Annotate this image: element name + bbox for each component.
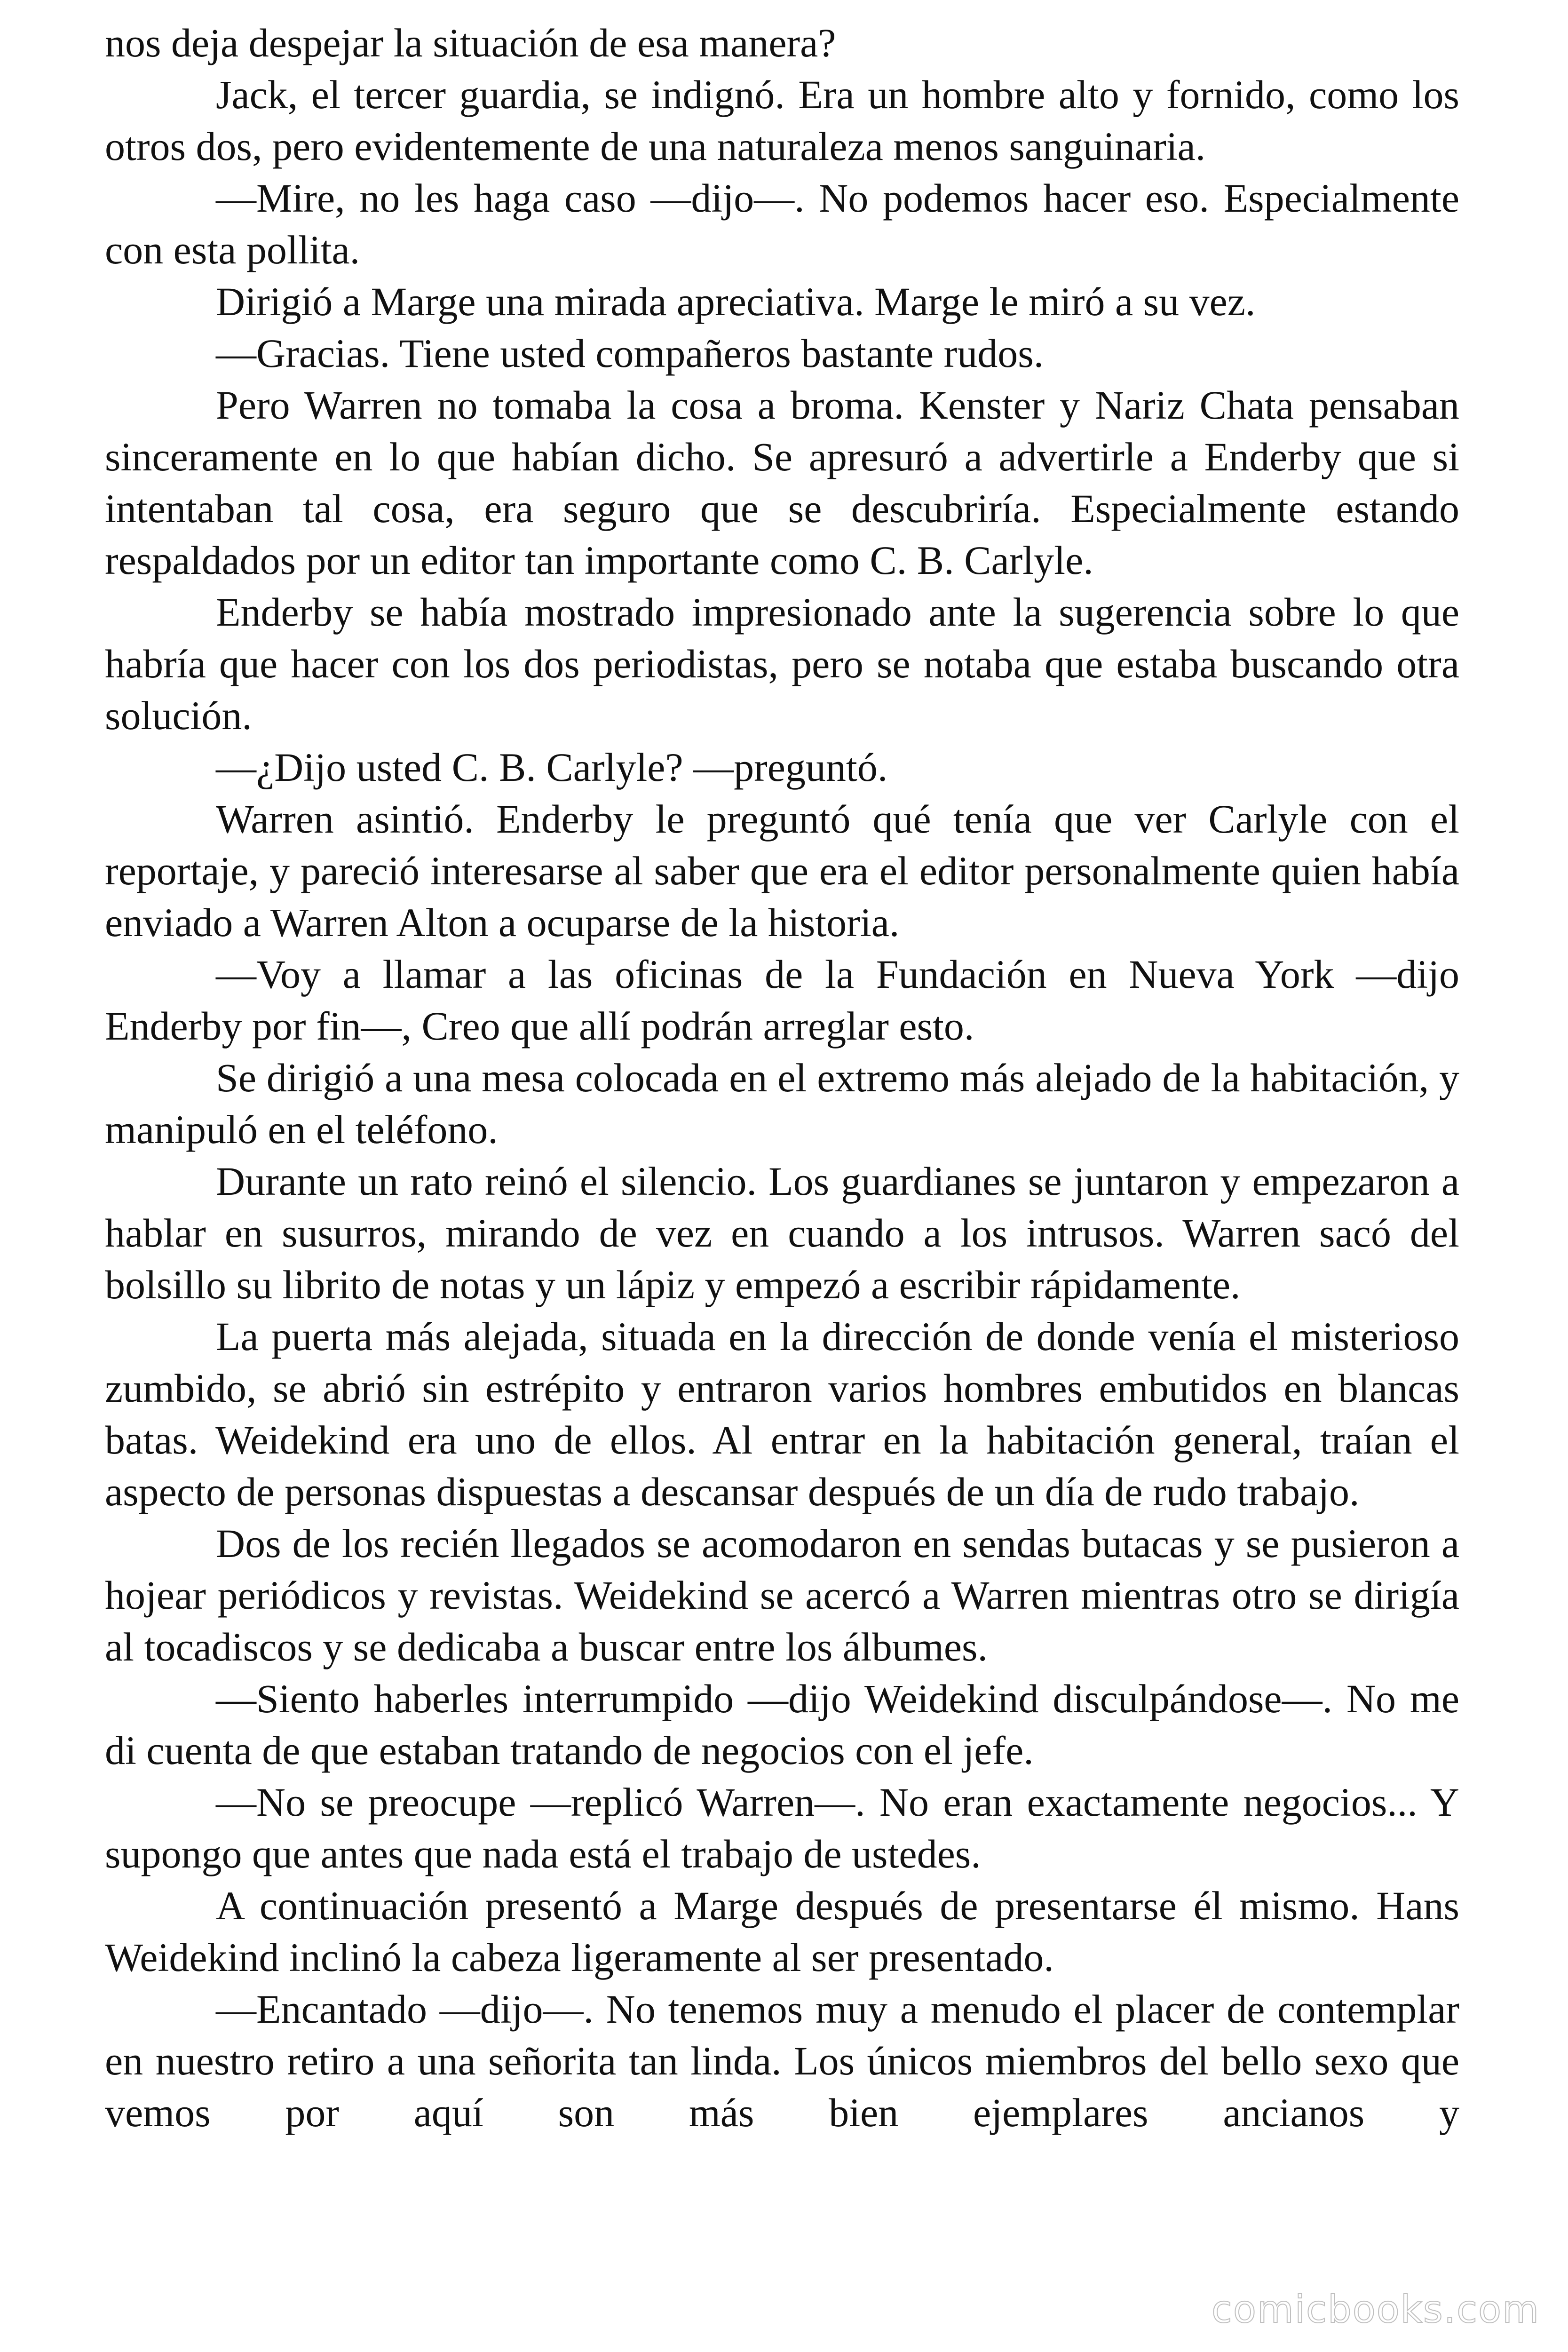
paragraph: —No se preocupe —replicó Warren—. No eran exactamente negocios... Y supongo que antes que nada está el trabajo de ustedes.	[105, 1780, 1459, 1876]
paragraph: —Mire, no les haga caso —dijo—. No podemos hacer eso. Especialmente con esta pollita.	[105, 175, 1459, 272]
paragraph: —Gracias. Tiene usted compañeros bastante rudos.	[216, 331, 1044, 376]
paragraph: Jack, el tercer guardia, se indignó. Era un hombre alto y fornido, como los otros dos, pero evidentemente de una naturaleza menos sanguinaria.	[105, 72, 1459, 169]
paragraph: Pero Warren no tomaba la cosa a broma. Kenster y Nariz Chata pensaban sinceramente en lo que habían dicho. Se apresuró a advertirle a Enderby que si intentaban tal cosa, era seguro que se descubriría. Especialmente estando respaldados por un editor tan importante como C. B. Carlyle.	[105, 382, 1459, 583]
paragraph: A continuación presentó a Marge después de presentarse él mismo. Hans Weidekind inclinó la cabeza ligeramente al ser presentado.	[105, 1883, 1459, 1980]
paragraph: Durante un rato reinó el silencio. Los guardianes se juntaron y empezaron a hablar en susurros, mirando de vez en cuando a los intrusos. Warren sacó del bolsillo su librito de notas y un lápiz y empezó a escribir rápidamente.	[105, 1159, 1459, 1307]
paragraph: La puerta más alejada, situada en la dirección de donde venía el misterioso zumbido, se abrió sin estrépito y entraron varios hombres embutidos en blancas batas. Weidekind era uno de ellos. Al entrar en la habitación general, traían el aspecto de personas dispuestas a descansar después de un día de rudo trabajo.	[105, 1314, 1459, 1514]
paragraph: —Voy a llamar a las oficinas de la Fundación en Nueva York —dijo Enderby por fin—, Creo que allí podrán arreglar esto.	[105, 952, 1459, 1049]
paragraph: Enderby se había mostrado impresionado ante la sugerencia sobre lo que habría que hacer con los dos periodistas, pero se notaba que estaba buscando otra solución.	[105, 589, 1459, 738]
paragraph: Warren asintió. Enderby le preguntó qué tenía que ver Carlyle con el reportaje, y pareció interesarse al saber que era el editor personalmente quien había enviado a Warren Alton a ocuparse de la historia.	[105, 796, 1459, 945]
book-page	[105, 17, 1459, 2138]
paragraph: —Siento haberles interrumpido —dijo Weidekind disculpándose—. No me di cuenta de que estaban tratando de negocios con el jefe.	[105, 1676, 1459, 1773]
paragraph: Dirigió a Marge una mirada apreciativa. Marge le miró a su vez.	[216, 279, 1256, 324]
watermark: comicbooks.com	[1211, 2288, 1540, 2331]
paragraph: —¿Dijo usted C. B. Carlyle? —preguntó.	[216, 745, 888, 790]
paragraph: —Encantado —dijo—. No tenemos muy a menudo el placer de contemplar en nuestro retiro a una señorita tan linda. Los únicos miembros del bello sexo que vemos por aquí son más bien ejemplares ancianos y	[105, 1986, 1459, 2135]
paragraph: nos deja despejar la situación de esa manera?	[105, 20, 836, 65]
paragraph: Dos de los recién llegados se acomodaron en sendas butacas y se pusieron a hojear periódicos y revistas. Weidekind se acercó a Warren mientras otro se dirigía al tocadiscos y se dedicaba a buscar entre los álbumes.	[105, 1521, 1459, 1669]
paragraph: Se dirigió a una mesa colocada en el extremo más alejado de la habitación, y manipuló en el teléfono.	[105, 1055, 1459, 1152]
